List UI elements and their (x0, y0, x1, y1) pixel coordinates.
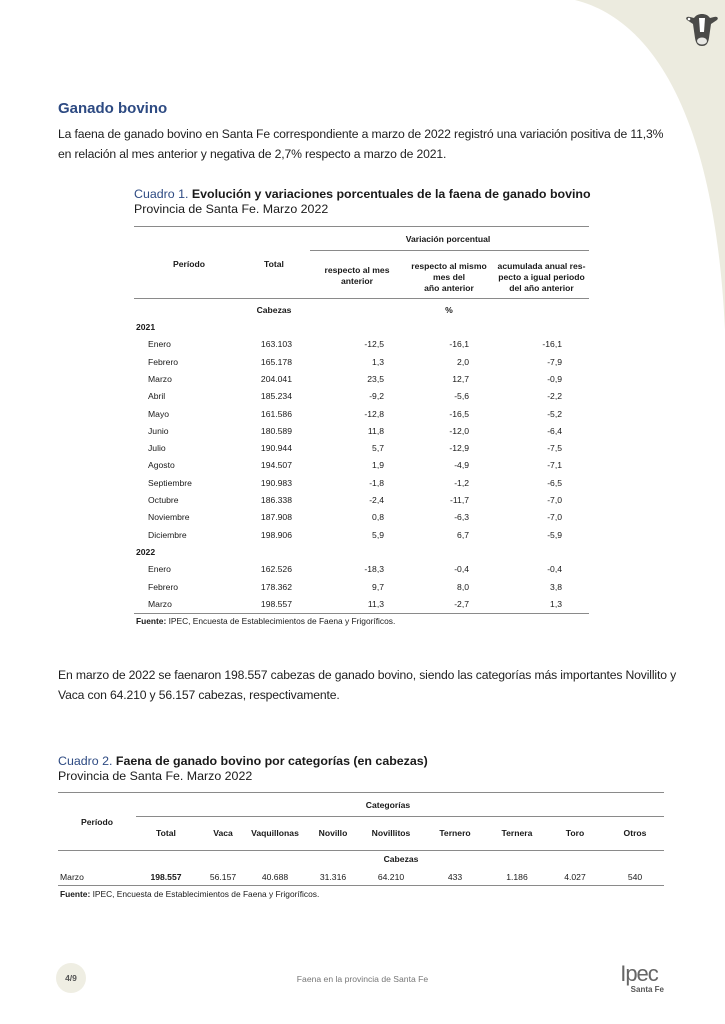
row-var-acum: -7,9 (547, 356, 562, 367)
row-var-mes: 11,3 (367, 598, 384, 609)
table2-caption-subtitle: Provincia de Santa Fe. Marzo 2022 (58, 769, 253, 783)
row-value: 4.027 (564, 872, 586, 882)
row-var-mes: 5,9 (372, 529, 384, 540)
row-var-anio: 6,7 (457, 529, 469, 540)
unit-cabezas: Cabezas (383, 854, 419, 864)
row-total: 204.041 (260, 373, 292, 384)
row-periodo: Mayo (148, 408, 170, 419)
row-periodo: Junio (148, 425, 169, 436)
row-periodo: Marzo (60, 872, 84, 882)
row-var-anio: -12,9 (449, 443, 469, 454)
table2-source (60, 889, 319, 899)
header-total: Total (264, 259, 284, 269)
row-total: 161.586 (260, 408, 292, 419)
row-var-anio: -1,2 (454, 477, 469, 488)
header-mismo-mes-line1: respecto al mismo (411, 261, 487, 271)
row-total: 180.589 (260, 425, 292, 436)
row-value: 56.157 (209, 872, 237, 882)
column-header: Vaca (213, 828, 233, 838)
row-periodo: Enero (148, 339, 171, 350)
row-total: 165.178 (260, 356, 292, 367)
row-var-anio: -6,3 (454, 512, 469, 523)
row-var-acum: -7,0 (547, 495, 562, 505)
table2-top-rule (58, 792, 664, 793)
header-acumulada (494, 261, 589, 294)
page-number: 4/9 (56, 963, 86, 993)
header-acumulada-line1: acumulada anual res- (497, 261, 586, 271)
footer-title: Faena en la provincia de Santa Fe (296, 974, 429, 984)
header-periodo: Período (81, 817, 113, 827)
header-periodo: Período (173, 259, 205, 269)
row-var-mes: 1,3 (372, 356, 384, 367)
table1-source (136, 616, 395, 626)
column-header: Total (156, 828, 176, 838)
row-var-anio: -12,0 (449, 425, 469, 436)
column-header: Novillitos (371, 828, 411, 838)
column-header: Ternera (501, 828, 533, 838)
row-value: 31.316 (319, 872, 347, 882)
table1-caption (134, 187, 591, 217)
row-var-acum: -5,9 (547, 529, 562, 540)
column-header: Toro (565, 828, 585, 838)
row-var-acum: -6,5 (547, 477, 562, 488)
column-header: Ternero (439, 828, 471, 838)
row-periodo: Febrero (148, 356, 179, 367)
row-var-anio: -2,7 (454, 598, 469, 609)
row-var-mes: 11,8 (367, 425, 384, 436)
table1-caption-subtitle: Provincia de Santa Fe. Marzo 2022 (134, 202, 329, 216)
row-total: 178.362 (260, 581, 292, 592)
row-periodo: Febrero (148, 581, 179, 592)
source-text: IPEC, Encuesta de Establecimientos de Faena y Frigoríficos. (90, 889, 320, 899)
row-var-anio: 2,0 (457, 356, 469, 367)
source-label: Fuente: (60, 889, 91, 899)
row-total: 185.234 (260, 391, 292, 402)
row-var-anio: -16,1 (449, 339, 469, 350)
row-var-anio: 12,7 (452, 373, 469, 384)
header-categorias: Categorías (365, 800, 411, 810)
row-var-mes: 0,8 (372, 512, 384, 523)
header-acumulada-line2: pecto a igual periodo (498, 272, 585, 282)
table1-bottom-rule (134, 613, 589, 614)
row-var-mes: -9,2 (369, 391, 384, 402)
row-var-mes: -2,4 (369, 495, 384, 505)
logo-word: Ipec (620, 961, 658, 986)
row-periodo: Julio (148, 443, 166, 454)
column-header: Otros (623, 828, 647, 838)
row-var-acum: 3,8 (550, 581, 562, 592)
unit-percent: % (445, 305, 453, 315)
table2-caption-title: Faena de ganado bovino por categorías (en cabezas) (115, 754, 428, 768)
table2-header-rule (58, 850, 664, 851)
row-var-acum: -7,1 (547, 460, 562, 471)
row-value: 540 (627, 872, 643, 882)
row-total: 198.557 (260, 598, 292, 609)
row-periodo: Marzo (148, 373, 172, 384)
row-var-anio: -5,6 (454, 391, 469, 402)
table2-sub-rule (136, 816, 664, 817)
table1-caption-label: Cuadro 1. (134, 187, 189, 201)
row-total: 162.526 (260, 564, 292, 575)
row-var-acum: -0,9 (547, 373, 562, 384)
logo-sub: Santa Fe (630, 985, 664, 994)
source-text: IPEC, Encuesta de Establecimientos de Faena y Frigoríficos. (166, 616, 396, 627)
row-value: 198.557 (150, 872, 182, 882)
row-periodo: Diciembre (148, 529, 187, 540)
row-var-acum: -7,5 (547, 443, 562, 454)
row-var-anio: -0,4 (454, 564, 469, 575)
row-var-acum: -6,4 (547, 425, 562, 436)
row-var-anio: 8,0 (457, 581, 469, 592)
row-var-acum: -0,4 (547, 564, 562, 575)
row-total: 186.338 (260, 495, 292, 505)
row-periodo: Marzo (148, 598, 172, 609)
row-periodo: Octubre (148, 495, 179, 505)
row-var-anio: -4,9 (454, 460, 469, 471)
row-var-mes: 5,7 (372, 443, 384, 454)
row-var-mes: -12,8 (364, 408, 384, 419)
row-var-acum: 1,3 (550, 598, 562, 609)
row-var-anio: -16,5 (449, 408, 469, 419)
row-var-acum: -16,1 (542, 339, 562, 350)
row-total: 163.103 (260, 339, 292, 350)
row-periodo: Septiembre (148, 477, 192, 488)
row-var-acum: -2,2 (547, 391, 562, 402)
header-variacion: Variación porcentual (405, 234, 491, 244)
row-periodo: Noviembre (148, 512, 190, 523)
table1-header-rule (134, 298, 589, 299)
header-mismo-mes-line2: mes del (432, 272, 465, 282)
column-header: Vaquillonas (251, 828, 299, 838)
unit-cabezas: Cabezas (256, 305, 292, 315)
source-label: Fuente: (136, 616, 167, 627)
header-mismo-mes-line3: año anterior (424, 283, 474, 293)
header-acumulada-line3: del año anterior (509, 283, 574, 293)
intro-paragraph: La faena de ganado bovino en Santa Fe correspondiente a marzo de 2022 registró una variación positiva de 11,3% en relación al mes anterior y negativa de 2,7% respecto a marzo de 2021. (58, 127, 664, 161)
row-var-mes: -12,5 (364, 339, 384, 350)
summary-paragraph: En marzo de 2022 se faenaron 198.557 cabezas de ganado bovino, siendo las categorías más importantes Novillito y Vaca con 64.210 y 56.157 cabezas, respectivamente. (58, 668, 677, 702)
table2-caption-label: Cuadro 2. (58, 754, 113, 768)
table1-top-rule (134, 226, 589, 227)
table2-bottom-rule (58, 885, 664, 886)
row-var-mes: -18,3 (364, 564, 384, 575)
cow-head-icon (685, 12, 719, 48)
row-periodo: Abril (148, 391, 166, 402)
row-var-acum: -7,0 (547, 512, 562, 523)
row-var-mes: 23,5 (367, 373, 384, 384)
row-value: 433 (447, 872, 463, 882)
row-total: 187.908 (260, 512, 292, 523)
row-value: 64.210 (377, 872, 405, 882)
row-var-mes: 9,7 (372, 581, 384, 592)
year-label: 2021 (136, 322, 156, 332)
row-value: 40.688 (261, 872, 289, 882)
table1-sub-rule (310, 250, 589, 251)
column-header: Novillo (318, 828, 348, 838)
ipec-logo (604, 963, 674, 999)
row-total: 190.944 (260, 443, 292, 454)
row-value: 1.186 (506, 872, 528, 882)
header-respecto-mes-anterior: respecto al mes anterior (324, 265, 390, 286)
year-label: 2022 (136, 546, 156, 557)
row-total: 198.906 (260, 529, 292, 540)
table2-caption (58, 754, 428, 784)
row-total: 194.507 (260, 460, 292, 471)
row-periodo: Enero (148, 564, 171, 575)
row-var-mes: -1,8 (369, 477, 384, 488)
row-periodo: Agosto (148, 460, 175, 471)
row-var-anio: -11,7 (450, 495, 469, 505)
section-title: Ganado bovino (58, 100, 168, 117)
row-var-acum: -5,2 (547, 408, 562, 419)
row-total: 190.983 (260, 477, 292, 488)
header-mismo-mes (406, 261, 492, 294)
table1-caption-title: Evolución y variaciones porcentuales de la faena de ganado bovino (191, 187, 591, 201)
row-var-mes: 1,9 (372, 460, 384, 471)
